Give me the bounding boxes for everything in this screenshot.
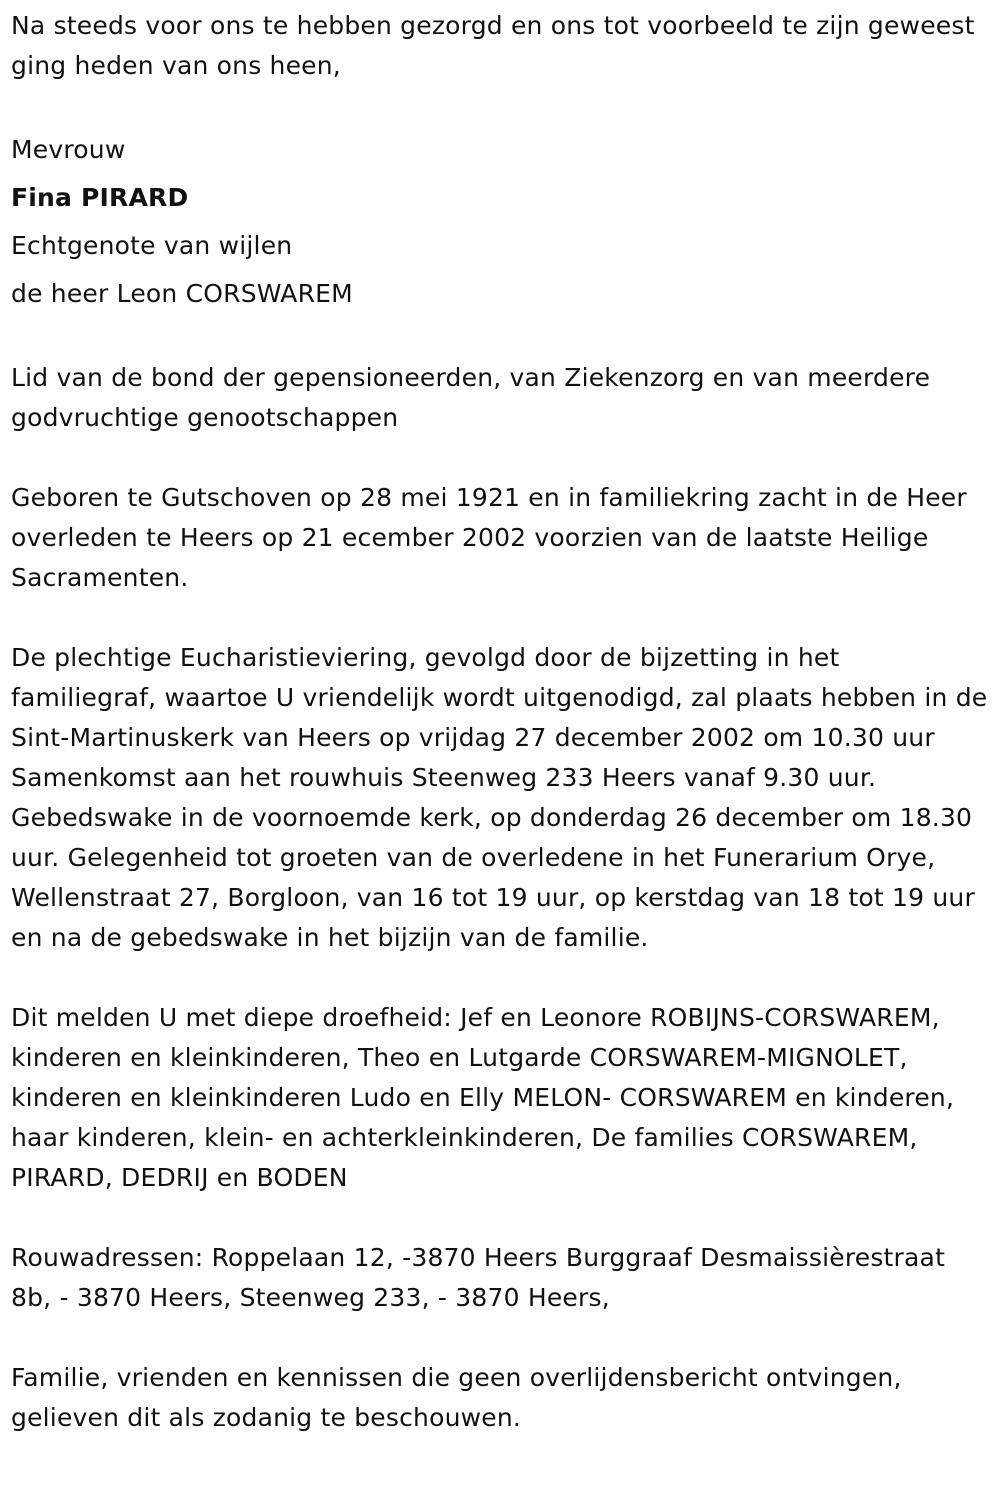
announcers-paragraph: Dit melden U met diepe droefheid: Jef en Leonore ROBIJNS-CORSWAREM, kinderen en kleinkinderen, Theo en Lutgarde CORSWAREM-MIGNOLET, kinderen en kleinkinderen Ludo en Elly MELON- CORSWAREM en kinderen, haar kinderen, klein- en achterkleinkinderen, De families CORSWAREM, PIRARD, DEDRIJ en BODEN [11,1003,955,1192]
ceremony-paragraph: De plechtige Eucharistieviering, gevolgd door de bijzetting in het familiegraf, waartoe U vriendelijk wordt uitgenodigd, zal plaats hebben in de Sint-Martinuskerk van Heers op vrijdag 27 december 2002 om 10.30 uur Samenkomst aan het rouwhuis Steenweg 233 Heers vanaf 9.30 uur. Gebedswake in de voornoemde kerk, op donderdag 26 december om 18.30 uur. Gelegenheid tot groeten van de overledene in het Funerarium Orye, Wellenstraat 27, Borgloon, van 16 tot 19 uur, op kerstdag van 18 tot 19 uur en na de gebedswake in het bijzijn van de familie. [11,643,988,952]
closing-paragraph: Familie, vrienden en kennissen die geen overlijdensbericht ontvingen, gelieven dit als zodanig te beschouwen. [11,1363,902,1432]
addresses-paragraph: Rouwadressen: Roppelaan 12, -3870 Heers Burggraaf Desmaissièrestraat 8b, - 3870 Heers, Steenweg 233, - 3870 Heers, [11,1243,946,1312]
deceased-name: Fina PIRARD [11,183,189,212]
intro-paragraph: Na steeds voor ons te hebben gezorgd en ons tot voorbeeld te zijn geweest ging heden van ons heen, [11,11,975,80]
membership-paragraph: Lid van de bond der gepensioneerden, van Ziekenzorg en van meerdere godvruchtige genootschappen [11,363,931,432]
birth-death-paragraph: Geboren te Gutschoven op 28 mei 1921 en in familiekring zacht in de Heer overleden te Heers op 21 ecember 2002 voorzien van de laatste Heilige Sacramenten. [11,483,967,592]
deceased-block [11,126,990,318]
honorific: Mevrouw [11,135,126,164]
spouse-line-1: Echtgenote van wijlen [11,231,293,260]
spouse-line-2: de heer Leon CORSWAREM [11,279,353,308]
